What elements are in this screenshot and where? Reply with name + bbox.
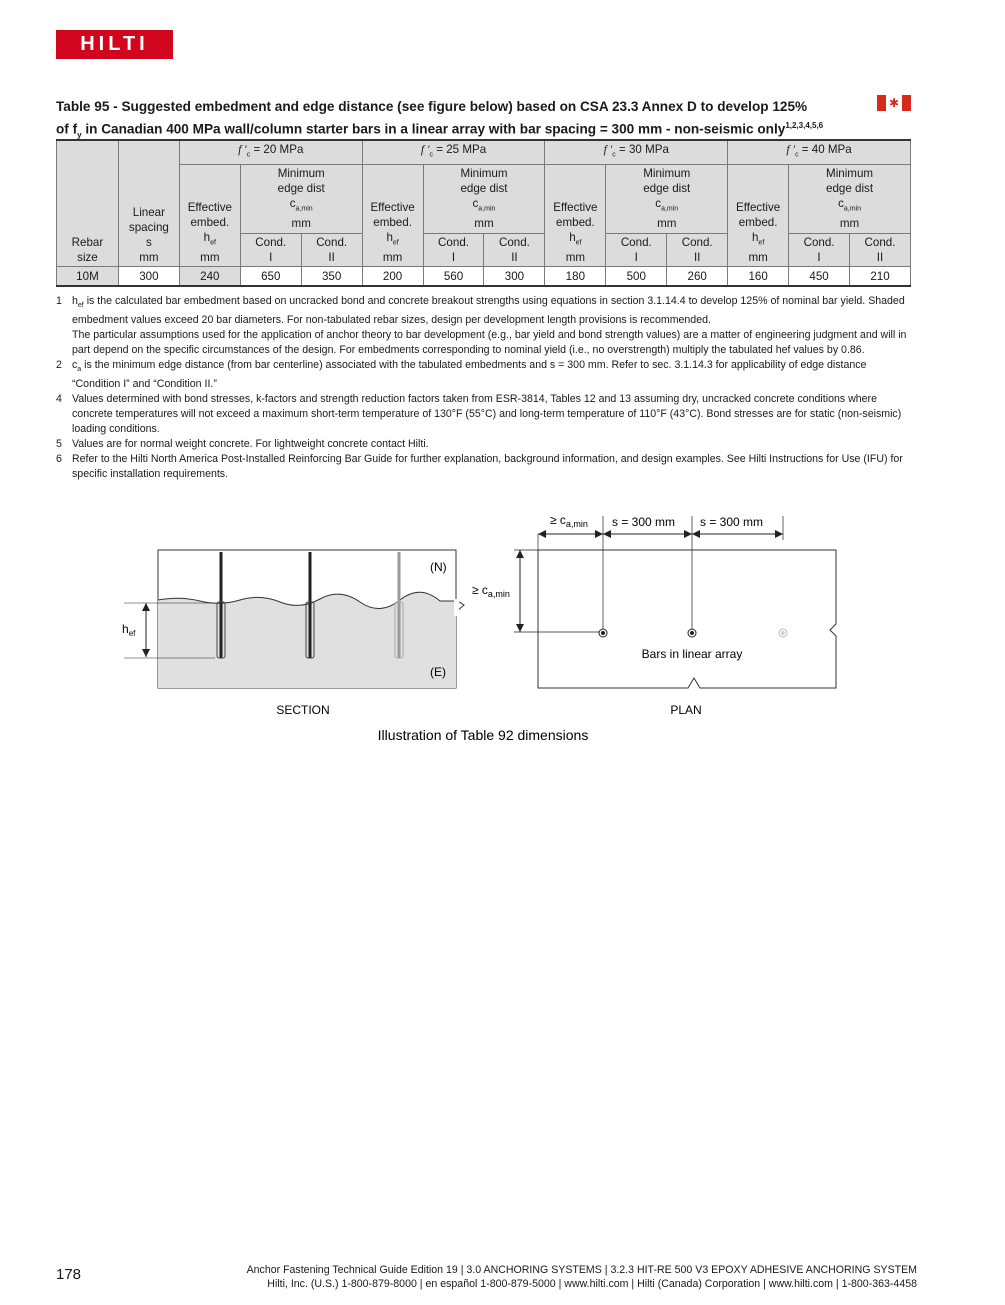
eff-embed-header-30: Effective embed. $h_{ef}$ mm [545, 165, 606, 267]
cell-value: 210 [850, 267, 911, 287]
table-title [56, 97, 916, 144]
footnote-4: 4 Values determined with bond stresses, k-factors and strength reduction factors taken from ESR-3814, Tables 12 and 13 assuming dry, uncracked concrete conditions where concrete temperatures will not exceed a maximum short-term temperature of 130°F (55°C) and long-term temperature of 110°F (43°C). Bond stresses are for static (non-seismic) loading conditions. [56, 393, 902, 436]
cond-header: Cond. I [789, 234, 850, 267]
camin-top-label: ≥ $c_{a,min}$ [550, 513, 588, 529]
fc-25-header: f $'_c = 25$ MPa [362, 140, 545, 165]
footnote-5: 5 Values are for normal weight concrete. For lightweight concrete contact Hilti. [56, 438, 429, 451]
min-edge-header-25: Minimum edge dist $c_{a,min}$ mm [423, 165, 545, 234]
e-label: (E) [430, 665, 446, 679]
hef-label: $h_{ef}$ [122, 622, 136, 638]
cell-value: 450 [789, 267, 850, 287]
footnotes [56, 294, 914, 482]
bars-label: Bars in linear array [641, 647, 743, 661]
min-edge-header-30: Minimum edge dist $c_{a,min}$ mm [606, 165, 728, 234]
cell-value: 300 [484, 267, 545, 287]
footnote-6: 6 Refer to the Hilti North America Post-Installed Reinforcing Bar Guide for further explanation, background information, and design examples. See Hilti Instructions for Use (IFU) for specific installation requirements. [56, 453, 903, 481]
eff-embed-header-25: Effective embed. $h_{ef}$ mm [362, 165, 423, 267]
cond-header: Cond. I [423, 234, 484, 267]
cell-value: 200 [362, 267, 423, 287]
plan-slab [538, 550, 836, 688]
figure-caption: Illustration of Table 92 dimensions [377, 727, 589, 743]
fc-30-header: f $'_c = 30$ MPa [545, 140, 728, 165]
page-footer [247, 1264, 917, 1291]
cell-value: 160 [728, 267, 789, 287]
cell-value: 260 [667, 267, 728, 287]
cell-value: 500 [606, 267, 667, 287]
title-line-1: Table 95 - Suggested embedment and edge distance (see figure below) based on CSA 23.3 Annex D to develop 125% [56, 99, 808, 114]
cell-size: 10M [57, 267, 119, 287]
footer-line-2: Hilti, Inc. (U.S.) 1-800-879-8000 | en español 1-800-879-5000 | www.hilti.com | Hilti (Canada) Corporation | www.hilti.com | 1-800-363-4458 [267, 1277, 917, 1290]
min-edge-header-20: Minimum edge dist $c_{a,min}$ mm [240, 165, 362, 234]
spacing-label-2: s = 300 mm [700, 515, 764, 529]
cond-header: Cond. II [850, 234, 911, 267]
spacing-label-1: s = 300 mm [612, 515, 676, 529]
cell-value: 650 [240, 267, 301, 287]
fc-20-header: f $'_c = 20$ MPa [179, 140, 362, 165]
page-number: 178 [56, 1266, 82, 1283]
cond-header: Cond. I [240, 234, 301, 267]
section-concrete [158, 592, 456, 688]
footnote-1: 1 $h_{ef}$ is the calculated bar embedment based on uncracked bond and concrete breakout strengths using equations in section 3.1.14.4 to develop 125% of nominal bar yield. Shaded embedment values exceed 20 bar diameters. For non-tabulated rebar sizes, design per development length provisions is recommended. The particular assumptions used for the application of anchor theory to bar development (e.g., bar yield and bond strength values) are a matter of engineering judgment and will in part depend on the specific circumstances of the design. For embedments corresponding to nominal yield (i.e., no overstrength) multiply the tabulated hef values by 0.86. [56, 295, 907, 357]
header-row-labels [57, 165, 911, 234]
n-label: (N) [430, 560, 447, 574]
cell-spacing: 300 [118, 267, 179, 287]
cond-header: Cond. II [301, 234, 362, 267]
cell-value: 560 [423, 267, 484, 287]
eff-embed-header-20: Effective embed. $h_{ef}$ mm [179, 165, 240, 267]
cond-header: Cond. II [667, 234, 728, 267]
min-edge-header-40: Minimum edge dist $c_{a,min}$ mm [789, 165, 911, 234]
cell-value: 180 [545, 267, 606, 287]
footnote-2: 2 $c_a$ is the minimum edge distance (from bar centerline) associated with the tabulated embedments and s = 300 mm. Refer to sec. 3.1.14.3 for applicability of edge distance “Condition I” and “Condition II.” [56, 359, 867, 391]
title-line-2: of $f_y$ in Canadian 400 MPa wall/column starter bars in a linear array with bar spacing = 300 mm - non-seismic only$^{1,2,3,4,5,6}$ [56, 121, 824, 140]
cell-value: 240 [179, 267, 240, 287]
cell-value: 350 [301, 267, 362, 287]
header-row-fc [57, 140, 911, 165]
section-label: SECTION [276, 703, 330, 717]
rebar-size-header: Rebar size [57, 140, 119, 267]
dimension-illustration [0, 500, 1005, 760]
spacing-header: Linear spacing s mm [118, 140, 179, 267]
cond-header: Cond. II [484, 234, 545, 267]
hilti-logo: HILTI [56, 30, 173, 59]
cond-header: Cond. I [606, 234, 667, 267]
camin-side-label: ≥ $c_{a,min}$ [472, 583, 510, 599]
footer-line-1: Anchor Fastening Technical Guide Edition 19 | 3.0 ANCHORING SYSTEMS | 3.2.3 HIT-RE 500 V3 EPOXY ADHESIVE ANCHORING SYSTEM [246, 1264, 917, 1276]
table-row [57, 267, 911, 287]
embedment-table [56, 139, 911, 287]
plan-label: PLAN [670, 703, 702, 717]
fc-40-header: f $'_c = 40$ MPa [728, 140, 911, 165]
canada-flag-icon: ✱ [877, 95, 911, 111]
eff-embed-header-40: Effective embed. $h_{ef}$ mm [728, 165, 789, 267]
